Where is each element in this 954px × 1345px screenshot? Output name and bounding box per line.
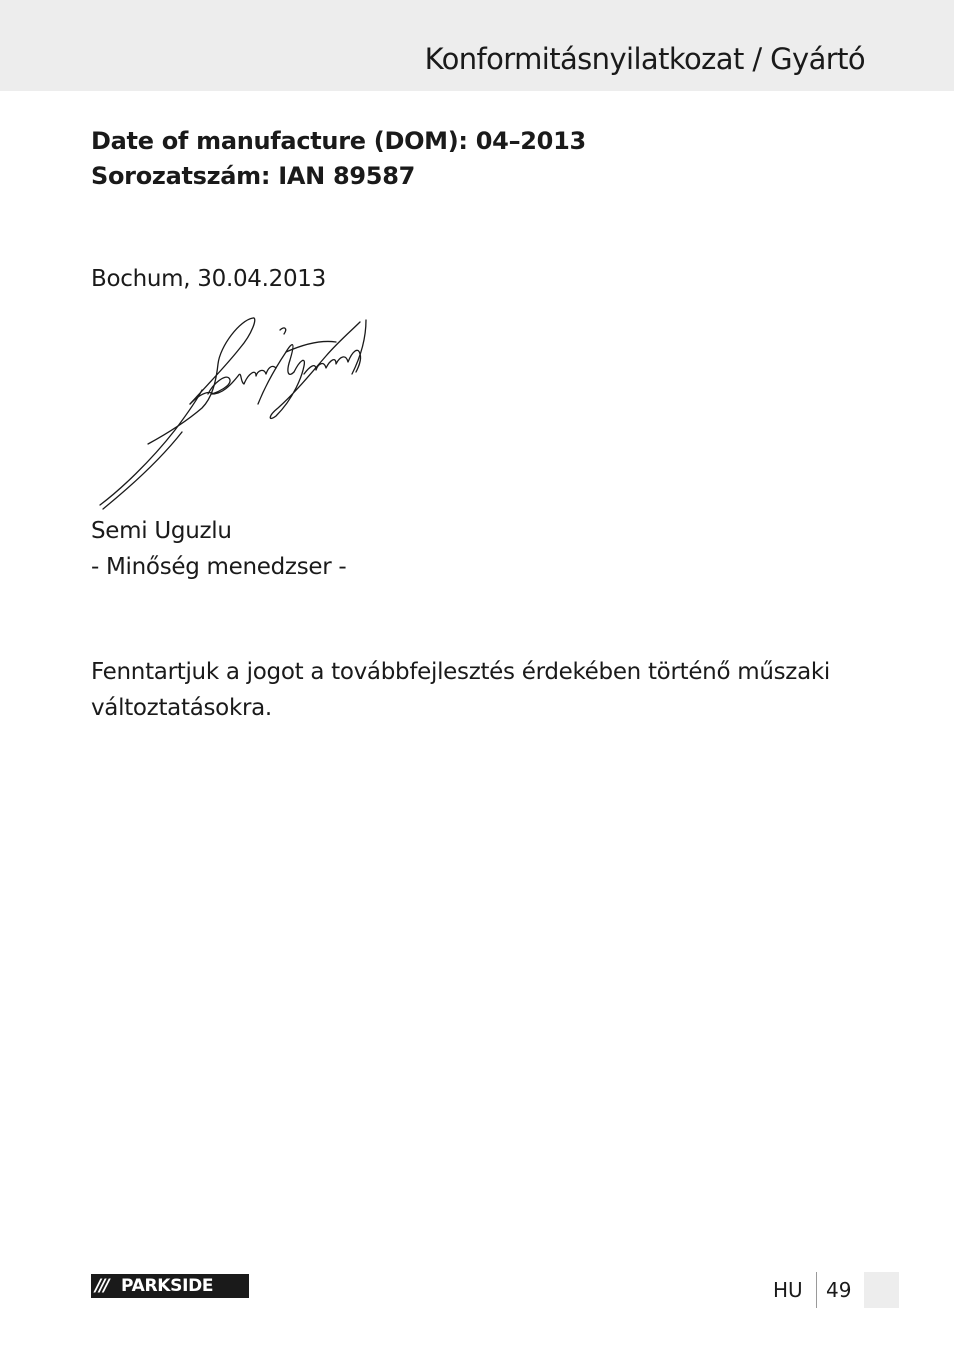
signature-image xyxy=(90,312,380,517)
manufacture-info xyxy=(91,124,586,194)
signer-block xyxy=(91,513,346,585)
reservation-notice: Fenntartjuk a jogot a továbbfejlesztés érdekében történő műszaki változtatásokra. xyxy=(91,659,830,721)
logo-text: PARKSIDE xyxy=(121,1276,214,1296)
footer-divider xyxy=(816,1272,817,1308)
brand-logo xyxy=(91,1274,249,1298)
manufacture-date: Date of manufacture (DOM): 04–2013 xyxy=(91,127,586,155)
header-band xyxy=(0,0,954,91)
logo-slashes: /// xyxy=(95,1276,108,1296)
page-tab-marker xyxy=(864,1272,899,1308)
page-number: 49 xyxy=(826,1278,852,1302)
place-and-date: Bochum, 30.04.2013 xyxy=(91,266,326,292)
page-title: Konformitásnyilatkozat / Gyártó xyxy=(424,42,865,76)
language-code: HU xyxy=(773,1278,803,1302)
serial-number: Sorozatszám: IAN 89587 xyxy=(91,162,415,190)
signer-role: - Minőség menedzser - xyxy=(91,554,347,580)
signer-name: Semi Uguzlu xyxy=(91,518,232,544)
